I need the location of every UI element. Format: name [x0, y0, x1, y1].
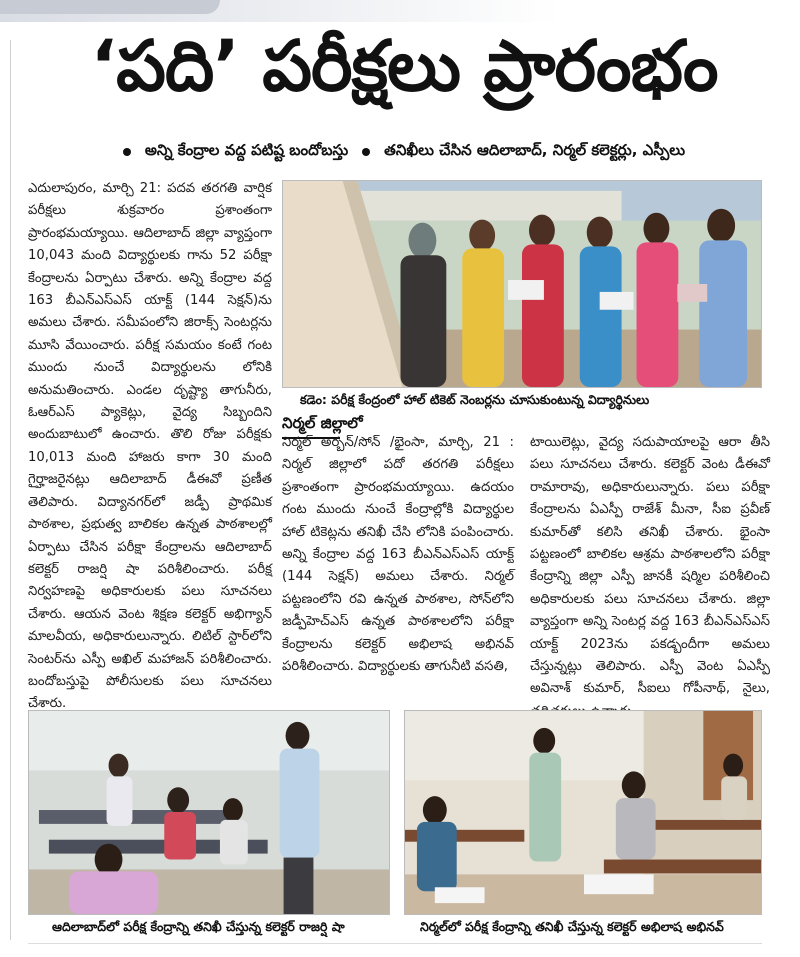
bullet-icon [362, 148, 370, 156]
article-column-2 [282, 432, 514, 702]
bottom-right-photo-caption: నిర్మల్‌లో పరీక్ష కేంద్రాన్ని తనిఖీ చేస్తున్న కలెక్టర్ అభిలాష అభినవ్ [420, 918, 724, 934]
students-checking-hall-ticket-photo [282, 180, 762, 388]
top-decorative-strip [0, 0, 800, 22]
nirmal-subhead: నిర్మల్ జిల్లాలో [282, 414, 363, 439]
top-photo-caption: కడెం: పరీక్ష కేంద్రంలో హాల్ టికెట్ నెంబర్లను చూసుకుంటున్న విద్యార్థినులు [300, 391, 650, 407]
subdeck-item-2: తనిఖీలు చేసిన ఆదిలాబాద్, నిర్మల్ కలెక్టర్లు, ఎస్పీలు [384, 141, 686, 159]
left-column-rule [10, 40, 11, 940]
collector-inspection-nirmal-photo [404, 710, 762, 915]
collector-inspection-adilabad-photo [28, 710, 390, 915]
bottom-left-photo-caption: ఆదిలాబాద్‌లో పరీక్ష కేంద్రాన్ని తనిఖీ చేస్తున్న కలెక్టర్ రాజర్షి షా [52, 918, 345, 934]
article-text-nirmal-2: టాయిలెట్లు, వైద్య సదుపాయాలపై ఆరా తీసి పలు సూచనలు చేశారు. కలెక్టర్ వెంట డీఈవో రామారావు, అధికారులున్నారు. పలు పరీక్షా కేంద్రాలను ఏఎస్పీ రాజేశ్ మీనా, సీఐ ప్రవీణ్ కుమార్‌తో కలిసి తనిఖీ చేశారు. భైంసా పట్టణంలో బాలికల ఆశ్రమ పాఠశాలలోని పరీక్షా కేంద్రాన్ని జిల్లా ఎస్పీ జానకీ షర్మిల పరిశీలించి అధికారులకు పలు సూచనలు చేశారు. జిల్లా వ్యాప్తంగా అన్ని సెంటర్ల వద్ద 163 బీఎన్ఎస్ఎస్ యాక్ట్ 2023ను పకడ్బందీగా అమలు చేస్తున్నట్లు తెలిపారు. ఎస్పీ వెంట ఏఎస్పీ అవినాశ్ కుమార్, సీఐలు గోపీనాథ్, నైలు, [530, 435, 770, 697]
article-column-3 [530, 432, 770, 702]
subdeck-item-1: అన్ని కేంద్రాల వద్ద పటిష్ట బందోబస్తు [144, 141, 349, 159]
bottom-separator [28, 943, 762, 944]
subdeck [24, 136, 784, 168]
bullet-icon [123, 148, 131, 156]
article-column-1 [28, 178, 272, 712]
article-text-nirmal-1: నిర్మల్ అర్బన్/సోన్ /భైంసా, మార్చి, 21 : నిర్మల్ జిల్లాలో పదో తరగతి పరీక్షలు ప్రశాంతంగా ప్రారంభమయ్యాయి. ఉదయం గంట ముందు నుంచే కేంద్రాల్లోకి విద్యార్థుల హాల్ టికెట్లను తనిఖీ చేసి లోనికి పంపించారు. అన్ని కేంద్రాల వద్ద 163 బీఎన్ఎస్ఎస్ యాక్ట్ (144 సెక్షన్) అమలు చేశారు. నిర్మల్ పట్టణంలోని రవి ఉన్నత పాఠశాల, సోన్‌లోని జడ్పీహెచ్ఎస్ ఉన్నత పాఠశాలలోని పరీక్షా కేంద్రాలను కలెక్టర్ అభిలాష అభినవ్ పరిశీలించారు. విద్యార్థులకు తాగునీటి వసతి, [282, 435, 514, 675]
headline: ‘పది’ పరీక్షలు ప్రారంభం [90, 24, 718, 107]
article-text-adilabad: ఎదులాపురం, మార్చి 21: పదవ తరగతి వార్షిక పరీక్షలు శుక్రవారం ప్రశాంతంగా ప్రారంభమయ్యాయి. ఆదిలాబాద్ జిల్లా వ్యాప్తంగా 10,043 మంది విద్యార్థులకు గాను 52 పరీక్షా కేంద్రాలను ఏర్పాటు చేశారు. అన్ని కేంద్రాల వద్ద 163 బీఎన్ఎస్ఎస్ యాక్ట్ (144 సెక్షన్)ను అమలు చేశారు. సమీపంలోని జిరాక్స్ సెంటర్లను మూసి వేయించారు. పరీక్ష సమయం కంటే గంట ముందు నుంచే విద్యార్థులను లోనికి అనుమతించారు. ఎండల దృష్ట్యా తాగునీరు, ఓఆర్ఎస్ ప్యాకెట్లు, వైద్య సిబ్బందిని అందుబాటులో ఉంచారు. తొలి రోజు పరీక్షకు 10,013 మంది హాజరు కాగా 30 మంది గైర్హాజరైనట్లు ఆదిలాబాద్ డీఈవో ప్రణీత తెలిపారు. విద్యానగర్‌లో జడ్పీ ప్రాథమిక పాఠశాల, ప్రభుత్వ బాలికల ఉన్నత పాఠశాలల్లో ఏర్పాటు చేసిన పరీక్షా కేంద్రాలను ఆదిలాబాద్ కలెక్టర్ రాజర్షి షా పరిశీలించారు. పరీక్ష నిర్వహణపై అధికారులకు పలు సూచనలు చేశారు. ఆయన వెంట శిక్షణ కలెక్టర్ అభిగ్యాన్ మాలవీయ, అధికారులున్నారు. లిటిల్ స్టార్‌లోని సెంటర్‌ను ఎస్పీ అఖిల్ మహాజన్ పరిశీలించారు. బందోబస్తుపై పోలీసులకు పలు సూచనలు చేశారు. [28, 181, 272, 712]
